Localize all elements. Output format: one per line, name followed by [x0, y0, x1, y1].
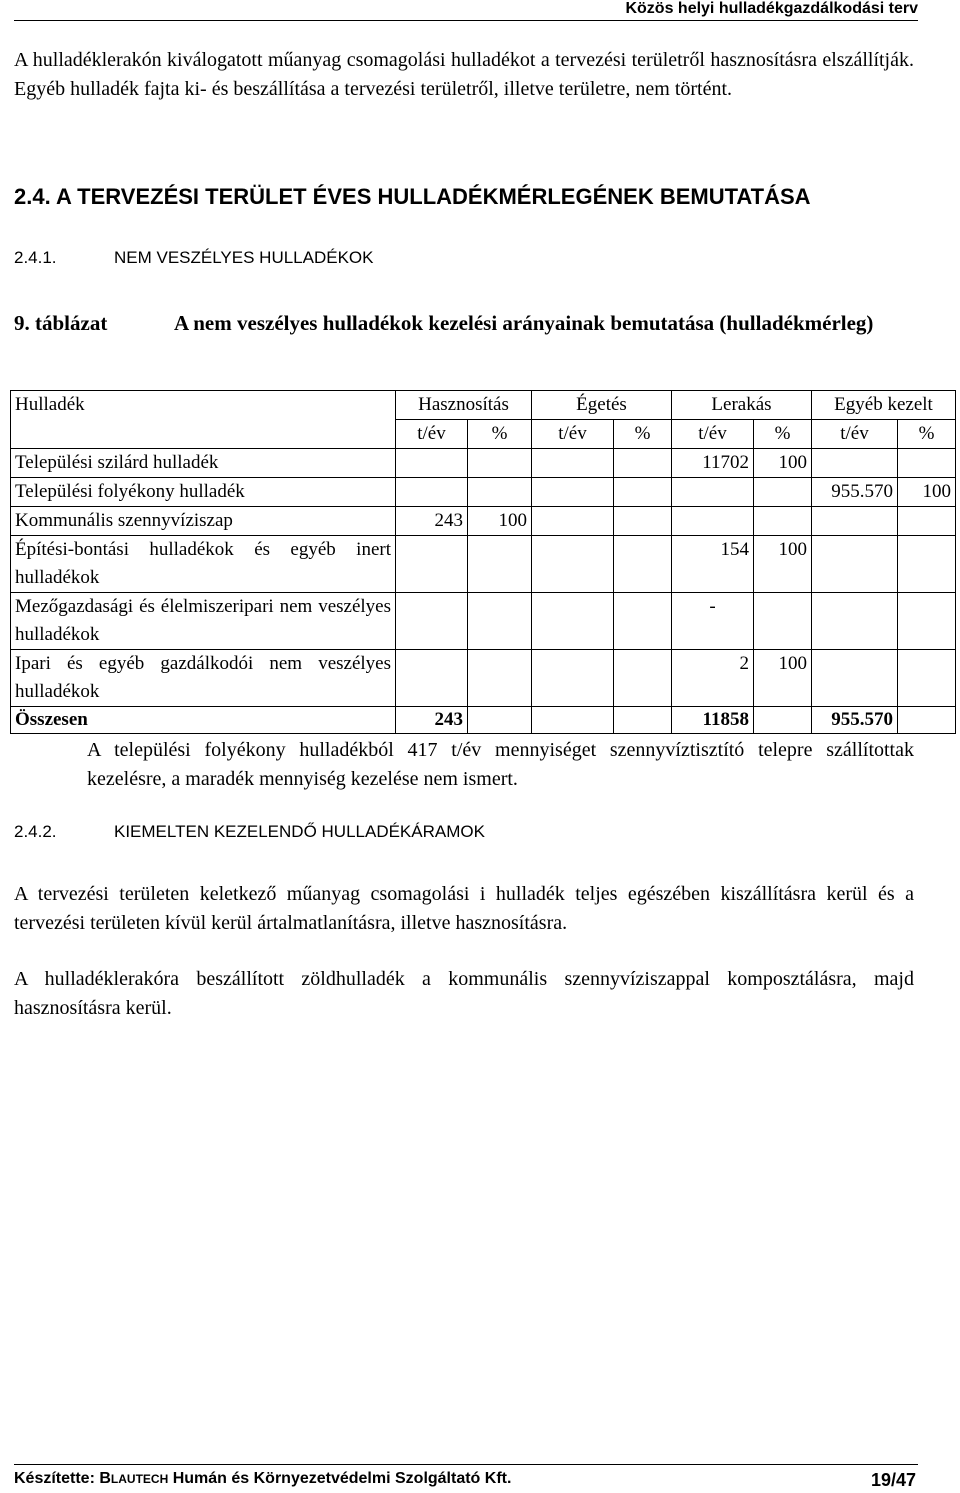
value-cell	[614, 449, 672, 478]
waste-type-cell: Mezőgazdasági és élelmiszeripari nem veszélyes hulladékok	[11, 593, 396, 650]
total-cell	[468, 707, 532, 734]
footer-company: Humán és Környezetvédelmi Szolgáltató Kft.	[168, 1470, 512, 1487]
table-caption-text: A nem veszélyes hulladékok kezelési arányainak bemutatása (hulladékmérleg)	[174, 311, 874, 335]
table-row	[11, 650, 956, 707]
value-cell	[812, 507, 898, 536]
intro-paragraph: A hulladéklerakón kiválogatott műanyag csomagolási hulladékot a tervezési területről hasznosításra elszállítják. Egyéb hulladék fajta ki- és beszállítása a tervezési területről, illetve területre, nem történt.	[14, 49, 914, 100]
value-cell	[396, 449, 468, 478]
unit-tev: t/év	[396, 420, 468, 449]
total-cell: 11858	[672, 707, 754, 734]
value-cell	[898, 449, 956, 478]
total-cell	[614, 707, 672, 734]
col-header-incineration: Égetés	[532, 391, 672, 420]
value-cell: 100	[898, 478, 956, 507]
subsection-title: NEM VESZÉLYES HULLADÉKOK	[114, 248, 374, 267]
value-cell: 100	[468, 507, 532, 536]
waste-balance-table	[10, 390, 956, 734]
value-cell	[898, 650, 956, 707]
value-cell	[396, 593, 468, 650]
value-cell	[468, 593, 532, 650]
unit-pct: %	[898, 420, 956, 449]
footer-brand-initial: B	[99, 1470, 111, 1487]
value-cell	[532, 507, 614, 536]
unit-tev: t/év	[672, 420, 754, 449]
value-cell: 100	[754, 536, 812, 593]
value-cell	[614, 593, 672, 650]
unit-tev: t/év	[812, 420, 898, 449]
unit-pct: %	[754, 420, 812, 449]
footer-brand-rest: LAUTECH	[110, 1472, 169, 1486]
value-cell	[532, 650, 614, 707]
waste-type-cell: Kommunális szennyvíziszap	[11, 507, 396, 536]
table-header-row	[11, 391, 956, 420]
col-header-waste: Hulladék	[11, 391, 396, 420]
subsection-heading-1	[14, 248, 374, 268]
total-cell: 955.570	[812, 707, 898, 734]
value-cell: 100	[754, 650, 812, 707]
footer-prefix: Készítette:	[14, 1470, 100, 1487]
header-divider	[14, 20, 918, 21]
table-unit-row	[11, 420, 956, 449]
value-cell	[812, 593, 898, 650]
table-caption-label: 9. táblázat	[14, 311, 108, 335]
value-cell	[754, 478, 812, 507]
value-cell: 2	[672, 650, 754, 707]
table-row	[11, 478, 956, 507]
table-row	[11, 507, 956, 536]
value-cell	[468, 478, 532, 507]
unit-tev: t/év	[532, 420, 614, 449]
table-total-row	[11, 707, 956, 734]
value-cell	[898, 536, 956, 593]
total-cell	[898, 707, 956, 734]
table-row	[11, 593, 956, 650]
col-header-other-treated: Egyéb kezelt	[812, 391, 956, 420]
value-cell: 955.570	[812, 478, 898, 507]
paragraph-green-waste: A hulladéklerakóra beszállított zöldhulladék a kommunális szennyvíziszappal komposztálásra, majd hasznosításra kerül.	[14, 968, 914, 1019]
value-cell	[396, 478, 468, 507]
value-cell	[812, 536, 898, 593]
subsection-title: KIEMELTEN KEZELENDŐ HULLADÉKÁRAMOK	[114, 822, 485, 841]
table-note: A települési folyékony hulladékból 417 t/év mennyiséget szennyvíztisztító telepre szállítottak kezelésre, a maradék mennyiség kezelése nem ismert.	[87, 739, 914, 790]
value-cell	[898, 593, 956, 650]
value-cell	[812, 650, 898, 707]
value-cell	[614, 478, 672, 507]
waste-type-cell: Építési-bontási hulladékok és egyéb inert hulladékok	[11, 536, 396, 593]
subsection-number: 2.4.1.	[14, 248, 57, 267]
total-cell	[532, 707, 614, 734]
total-cell	[754, 707, 812, 734]
waste-type-cell: Települési szilárd hulladék	[11, 449, 396, 478]
page-number: 19/47	[870, 1470, 916, 1490]
total-cell: 243	[396, 707, 468, 734]
value-cell	[468, 449, 532, 478]
value-cell	[532, 478, 614, 507]
waste-type-cell: Ipari és egyéb gazdálkodói nem veszélyes hulladékok	[11, 650, 396, 707]
total-label: Összesen	[11, 707, 396, 734]
waste-type-cell: Települési folyékony hulladék	[11, 478, 396, 507]
value-cell: -	[672, 593, 754, 650]
value-cell	[614, 650, 672, 707]
table-row	[11, 536, 956, 593]
value-cell	[532, 536, 614, 593]
value-cell	[532, 593, 614, 650]
value-cell	[396, 650, 468, 707]
value-cell	[614, 507, 672, 536]
value-cell	[532, 449, 614, 478]
value-cell: 154	[672, 536, 754, 593]
section-heading: 2.4. A TERVEZÉSI TERÜLET ÉVES HULLADÉKMÉRLEGÉNEK BEMUTATÁSA	[14, 184, 811, 209]
col-header-utilization: Hasznosítás	[396, 391, 532, 420]
value-cell: 243	[396, 507, 468, 536]
unit-pct: %	[614, 420, 672, 449]
paragraph-plastic-packaging: A tervezési területen keletkező műanyag csomagolási i hulladék teljes egészében kiszállításra kerül és a tervezési területen kívül kerül ártalmatlanításra, illetve hasznosításra.	[14, 883, 914, 934]
value-cell	[672, 507, 754, 536]
value-cell	[812, 449, 898, 478]
subsection-number: 2.4.2.	[14, 822, 57, 841]
value-cell	[468, 536, 532, 593]
running-header: Közös helyi hulladékgazdálkodási terv	[625, 0, 918, 17]
value-cell: 100	[754, 449, 812, 478]
table-row	[11, 449, 956, 478]
value-cell	[754, 593, 812, 650]
unit-empty-cell	[11, 420, 396, 449]
value-cell	[396, 536, 468, 593]
col-header-landfill: Lerakás	[672, 391, 812, 420]
value-cell: 11702	[672, 449, 754, 478]
value-cell	[898, 507, 956, 536]
value-cell	[672, 478, 754, 507]
footer-divider	[14, 1464, 918, 1465]
value-cell	[754, 507, 812, 536]
value-cell	[614, 536, 672, 593]
unit-pct: %	[468, 420, 532, 449]
value-cell	[468, 650, 532, 707]
subsection-heading-2	[14, 822, 485, 842]
table-body	[11, 449, 956, 707]
footer-credit	[14, 1470, 511, 1488]
